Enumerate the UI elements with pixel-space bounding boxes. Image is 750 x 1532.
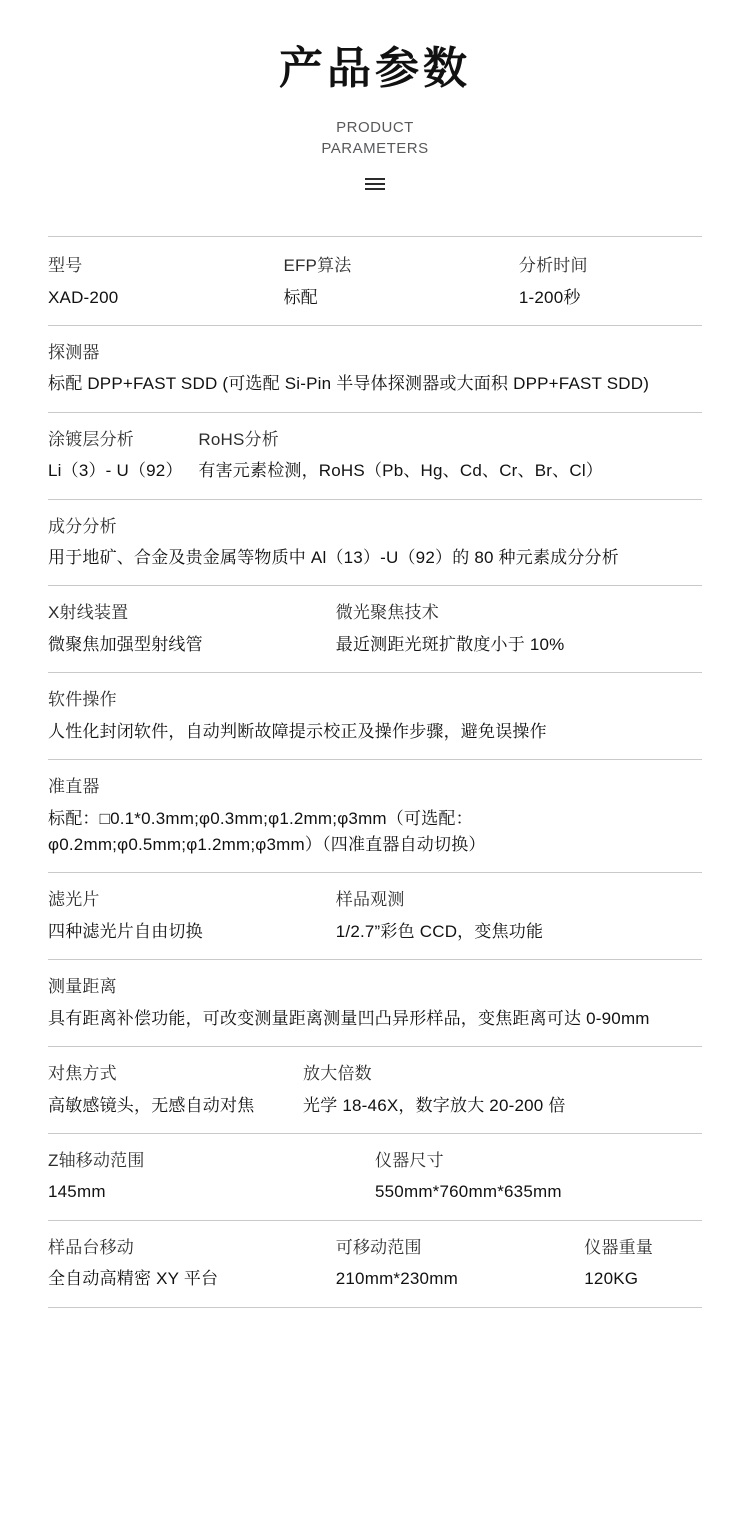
page-title: 产品参数 (279, 44, 471, 93)
spec-value: 光学 18-46X，数字放大 20-200 倍 (303, 1095, 566, 1115)
spec-label: 可移动范围 (335, 1237, 422, 1257)
table-row (48, 586, 702, 673)
spec-cell (48, 974, 702, 1032)
page-header (0, 0, 750, 190)
spec-value: 高敏感镜头，无感自动对焦 (48, 1095, 255, 1115)
spec-cell (336, 887, 702, 945)
spec-label: 仪器尺寸 (375, 1150, 444, 1170)
spec-cell (48, 600, 336, 658)
spec-cell (48, 427, 198, 485)
table-row (48, 326, 702, 413)
spec-cell (48, 514, 702, 572)
spec-label: 软件操作 (48, 690, 117, 710)
spec-label: 涂镀层分析 (48, 429, 134, 449)
page-subtitle-line1: PRODUCT (336, 118, 414, 136)
spec-value: 全自动高精密 XY 平台 (48, 1269, 219, 1289)
spec-label: 测量距离 (48, 977, 117, 997)
spec-cell (48, 1148, 375, 1206)
spec-value: 标配：□0.1*0.3mm;φ0.3mm;φ1.2mm;φ3mm（可选配：φ0.2mm;φ0.5mm;φ1.2mm;φ3mm）（四准直器自动切换） (48, 808, 486, 854)
spec-cell (336, 1235, 585, 1293)
spec-label: 准直器 (48, 777, 100, 797)
spec-value: 550mm*760mm*635mm (375, 1182, 562, 1202)
spec-value: 四种滤光片自由切换 (48, 921, 203, 941)
spec-cell (375, 1148, 702, 1206)
spec-cell (336, 600, 702, 658)
spec-label: 滤光片 (48, 890, 100, 910)
spec-value: 210mm*230mm (335, 1269, 458, 1289)
table-row (48, 1134, 702, 1221)
spec-value: 标配 (283, 287, 318, 307)
spec-label: 对焦方式 (48, 1064, 117, 1084)
spec-cell (48, 774, 702, 858)
spec-cell (48, 687, 702, 745)
spec-label: 探测器 (48, 342, 100, 362)
hamburger-rule-icon (365, 178, 385, 190)
spec-label: 样品台移动 (48, 1237, 134, 1257)
spec-value: 1/2.7”彩色 CCD，变焦功能 (335, 921, 544, 941)
table-row (48, 673, 702, 760)
spec-value: 有害元素检测，RoHS（Pb、Hg、Cd、Cr、Br、Cl） (198, 461, 604, 481)
spec-cell (48, 1235, 336, 1293)
spec-value: XAD-200 (48, 287, 119, 307)
table-row (48, 1047, 702, 1134)
spec-cell (519, 253, 702, 311)
spec-cell (48, 1061, 303, 1119)
table-row (48, 960, 702, 1047)
table-row (48, 237, 702, 326)
spec-table (48, 236, 702, 1307)
spec-cell (198, 427, 702, 485)
spec-label: 分析时间 (518, 256, 588, 276)
spec-cell (48, 887, 336, 945)
spec-cell (48, 253, 283, 311)
spec-value: 标配 DPP+FAST SDD (可选配 Si-Pin 半导体探测器或大面积 DPP+FAST SDD) (48, 374, 650, 394)
spec-value: 具有距离补偿功能，可改变测量距离测量凹凸异形样品，变焦距离可达 0-90mm (48, 1008, 650, 1028)
spec-cell (283, 253, 518, 311)
page-subtitle (0, 117, 750, 161)
spec-cell (303, 1061, 702, 1119)
spec-label: 微光聚焦技术 (335, 603, 439, 623)
table-row (48, 413, 702, 500)
spec-value: 145mm (48, 1182, 106, 1202)
spec-cell (584, 1235, 702, 1293)
table-row (48, 1221, 702, 1308)
spec-label: 样品观测 (335, 890, 405, 910)
spec-value: 120KG (584, 1269, 639, 1289)
spec-label: Z轴移动范围 (48, 1150, 145, 1170)
page-subtitle-line2: PARAMETERS (321, 140, 429, 158)
table-row (48, 760, 702, 873)
spec-label: 型号 (48, 256, 83, 276)
spec-value: 微聚焦加强型射线管 (48, 634, 203, 654)
spec-label: X射线装置 (48, 603, 129, 623)
spec-cell (48, 340, 702, 398)
spec-value: Li（3）- U（92） (48, 461, 183, 481)
table-row (48, 873, 702, 960)
spec-label: 放大倍数 (303, 1064, 372, 1084)
spec-value: 用于地矿、合金及贵金属等物质中 Al（13）-U（92）的 80 种元素成分分析 (48, 548, 619, 568)
spec-label: 仪器重量 (584, 1237, 654, 1257)
spec-label: 成分分析 (48, 516, 117, 536)
spec-label: EFP算法 (283, 256, 352, 276)
spec-label: RoHS分析 (198, 429, 279, 449)
table-row (48, 500, 702, 587)
spec-value: 最近测距光斑扩散度小于 10% (335, 634, 565, 654)
spec-value: 1-200秒 (518, 287, 581, 307)
spec-value: 人性化封闭软件，自动判断故障提示校正及操作步骤，避免误操作 (48, 721, 547, 741)
